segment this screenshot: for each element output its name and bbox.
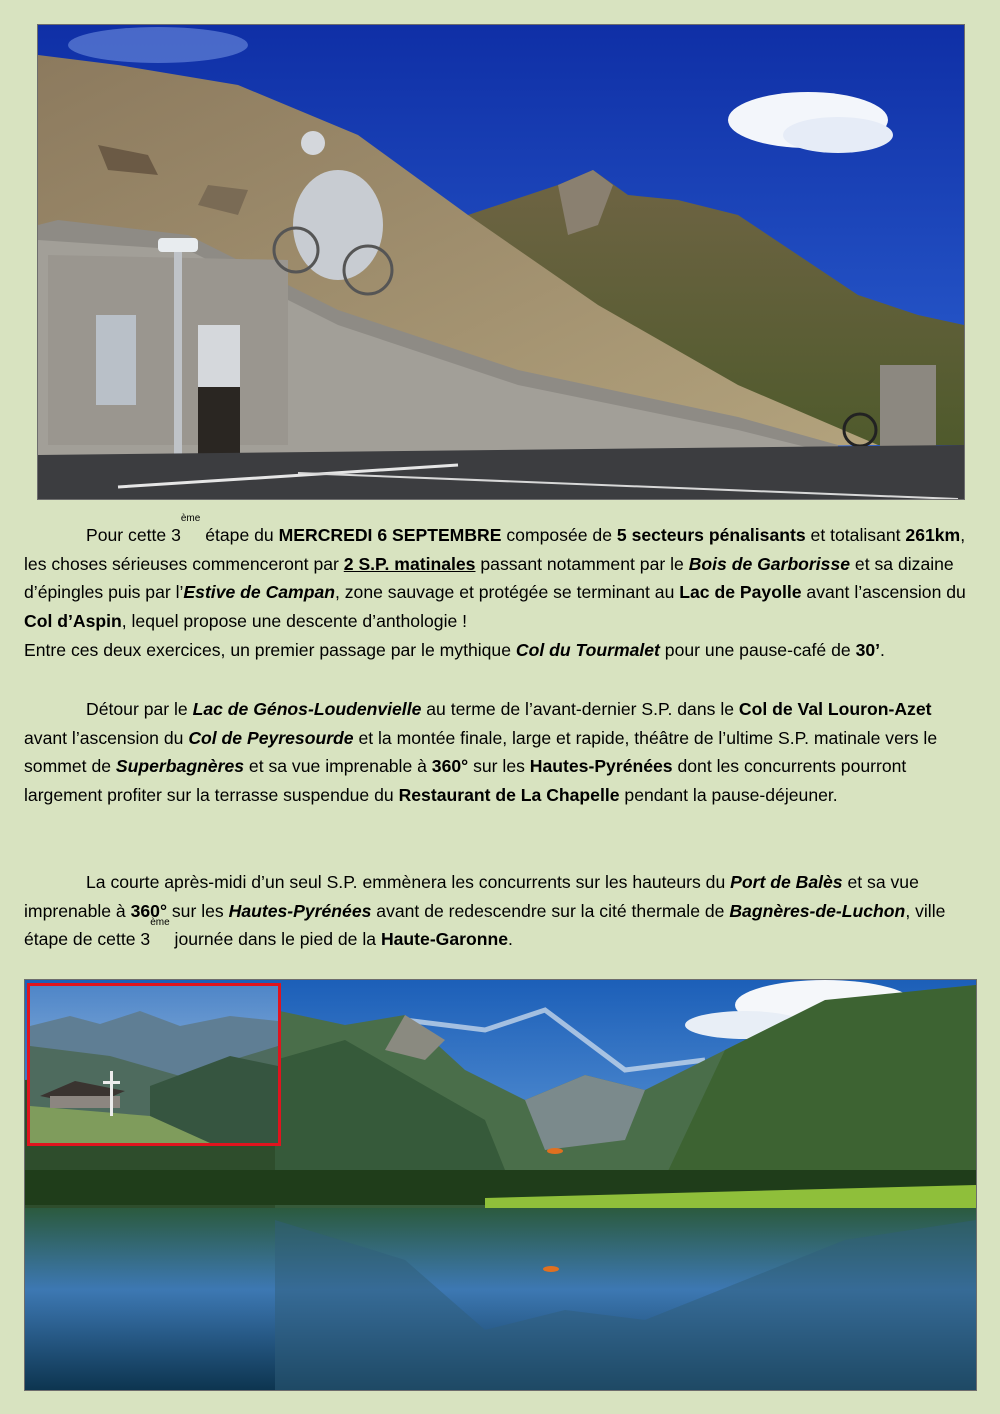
paragraph-2: Détour par le Lac de Génos-Loudenvielle au terme de l’avant-dernier S.P. dans le Col de Val Louron-Azet avant l’ascension du Col de Peyresourde et la montée finale, large et rapide, théâtre de l’ultime S.P. matinale vers le sommet de Superbagnères et sa vue imprenable à 360° sur les Hautes-Pyrénées dont les concurrents pourront largement profiter sur la terrasse suspendue du Restaurant de La Chapelle pendant la pause-déjeuner. [24,699,938,806]
lake-photo [24,979,977,1391]
chapelle-inset [27,983,281,1146]
date: MERCREDI 6 SEPTEMBRE [278,525,502,545]
paragraph-1: Pour cette 3ème étape du MERCREDI 6 SEPTEMBRE composée de 5 secteurs pénalisants et totalisant 261km, les choses sérieuses commenceront par 2 S.P. matinales passant notamment par le Bois de Garborisse et sa dizaine d’épingles puis par l’Estive de Campan, zone sauvage et protégée se terminant au Lac de Payolle avant l’ascension du Col d’Aspin, lequel propose une descente d’anthologie ! Entre ces deux exercices, un premier passage par le mythique Col du Tourmalet pour une pause-café de 30’. [24,513,966,660]
paragraph-3: La courte après-midi d’un seul S.P. emmènera les concurrents sur les hauteurs du Port de Balès et sa vue imprenable à 360° sur les Hautes-Pyrénées avant de redescendre sur la cité thermale de Bagnères-de-Luchon, ville étape de cette 3ème journée dans le pied de la Haute-Garonne. [24,872,946,950]
tourmalet-photo [37,24,965,500]
